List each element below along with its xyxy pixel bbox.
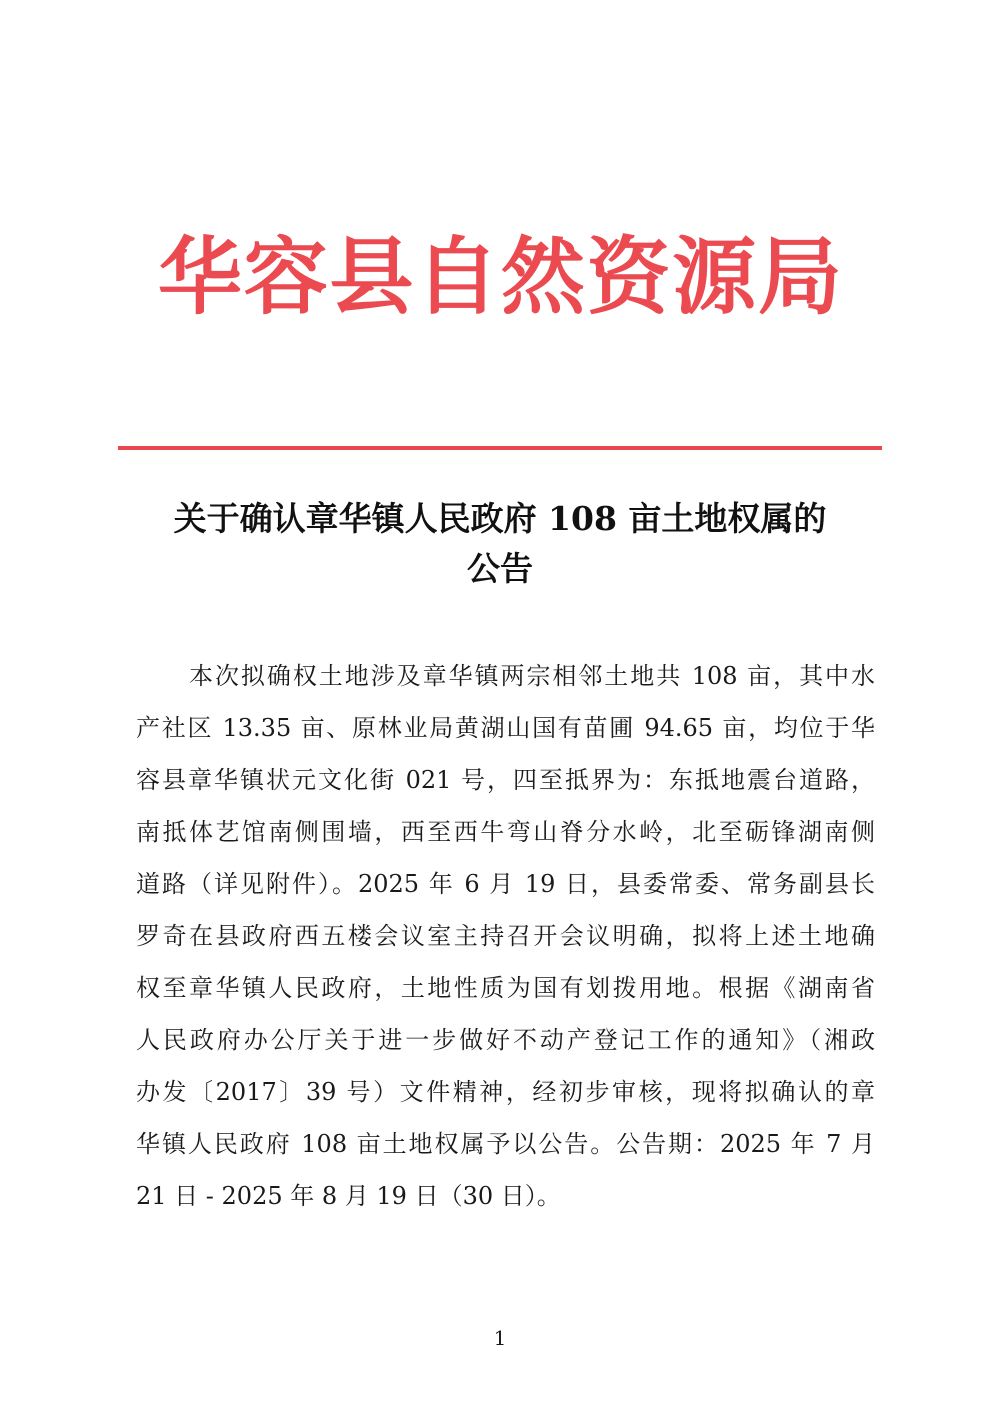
org-char: 县 [329,227,414,326]
body-line: 华镇人民政府 108 亩土地权属予以公告。公告期：2025 年 7 月 [136,1130,875,1158]
org-char: 局 [757,227,842,326]
org-char: 华 [158,227,243,326]
body-line: 产社区 13.35 亩、原林业局黄湖山国有苗圃 94.65 亩，均位于华 [136,714,875,742]
org-char: 自 [415,227,500,326]
body-line: 道路（详见附件）。2025 年 6 月 19 日，县委常委、常务副县长 [136,870,875,898]
body-line: 罗奇在县政府西五楼会议室主持召开会议明确，拟将上述土地确 [136,922,875,950]
body-line: 人民政府办公厅关于进一步做好不动产登记工作的通知》（湘政 [136,1026,875,1054]
page-number: 1 [493,1326,507,1350]
body-line: 21 日 - 2025 年 8 月 19 日（30 日）。 [136,1182,561,1210]
org-char: 源 [672,227,757,326]
document-body [136,650,875,1222]
org-char: 然 [500,227,585,326]
document-title-line-2: 公告 [467,549,533,588]
document-title-line-1: 关于确认章华镇人民政府 108 亩土地权属的 [173,499,827,538]
org-char: 资 [586,227,671,326]
issuing-organization-header [158,222,842,332]
body-line: 南抵体艺馆南侧围墙，西至西牛弯山脊分水岭，北至砺锋湖南侧 [136,818,875,846]
org-char: 容 [243,227,328,326]
body-line: 办发〔2017〕39 号）文件精神，经初步审核，现将拟确认的章 [136,1078,875,1106]
body-line: 权至章华镇人民政府，土地性质为国有划拨用地。根据《湖南省 [136,974,875,1002]
red-divider-line [118,446,882,450]
body-line: 容县章华镇状元文化街 021 号，四至抵界为：东抵地震台道路， [136,766,875,794]
body-line: 本次拟确权土地涉及章华镇两宗相邻土地共 108 亩，其中水 [189,662,875,690]
